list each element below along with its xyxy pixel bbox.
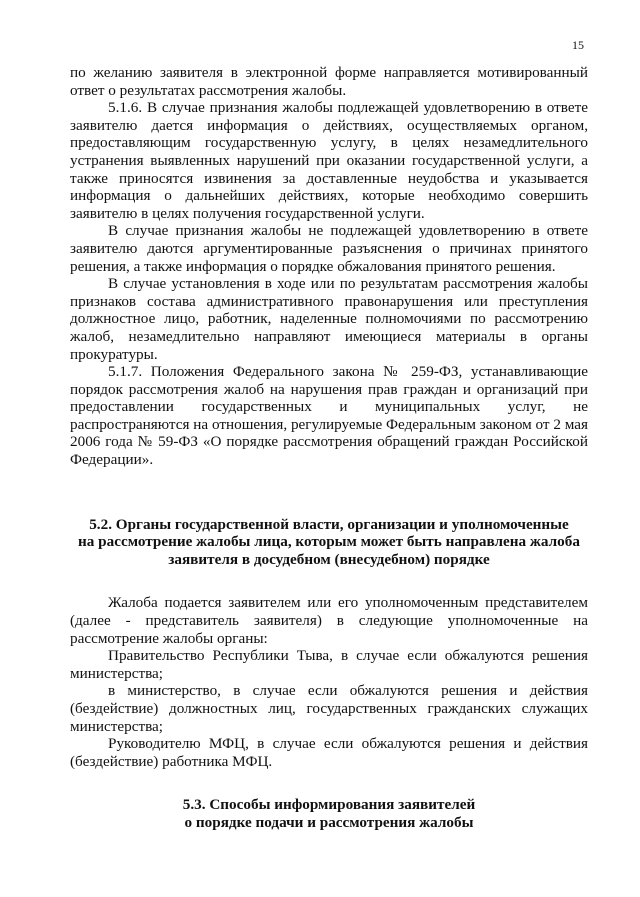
section-5-2-heading-line: на рассмотрение жалобы лица, которым может быть направлена жалоба	[78, 533, 580, 551]
paragraph-government: Правительство Республики Тыва, в случае если обжалуются решения министерства;	[70, 647, 588, 682]
page-number: 15	[572, 38, 584, 52]
section-5-2-heading	[70, 516, 588, 569]
paragraph-complaint-filed: Жалоба подается заявителем или его уполномоченным представителем (далее - представитель заявителя) в следующие уполномоченные на рассмотрение жалобы органы:	[70, 594, 588, 647]
paragraph-5-1-7: 5.1.7. Положения Федерального закона № 259-ФЗ, устанавливающие порядок рассмотрения жалоб на нарушения прав граждан и организаций при предоставлении государственных и муниципальных услуг, не распространяются на отношения, регулируемые Федеральным законом от 2 мая 2006 года № 59-ФЗ «О порядке рассмотрения обращений граждан Российской Федерации».	[70, 363, 588, 469]
paragraph-offence-signs: В случае установления в ходе или по результатам рассмотрения жалобы признаков состава административного правонарушения или преступления должностное лицо, работник, наделенные полномочиями по рассмотрению жалоб, незамедлительно направляют имеющиеся материалы в органы прокуратуры.	[70, 275, 588, 363]
paragraph-continuation: по желанию заявителя в электронной форме направляется мотивированный ответ о результатах рассмотрения жалобы.	[70, 64, 588, 99]
section-5-3-heading-line: 5.3. Способы информирования заявителей	[182, 796, 476, 814]
paragraph-ministry: в министерство, в случае если обжалуются решения и действия (бездействие) должностных лиц, государственных гражданских служащих министерства;	[70, 682, 588, 735]
paragraph-5-1-6: 5.1.6. В случае признания жалобы подлежащей удовлетворению в ответе заявителю дается информация о действиях, осуществляемых органом, предоставляющим государственную услугу, в целях незамедлительного устранения выявленных нарушений при оказании государственной услуги, а также приносятся извинения за доставленные неудобства и указывается информация о дальнейших действиях, которые необходимо совершить заявителю в целях получения государственной услуги.	[70, 99, 588, 222]
paragraph-mfc-head: Руководителю МФЦ, в случае если обжалуются решения и действия (бездействие) работника МФЦ.	[70, 735, 588, 770]
section-5-2-heading-line: 5.2. Органы государственной власти, организации и уполномоченные	[89, 515, 569, 533]
paragraph-not-satisfied: В случае признания жалобы не подлежащей удовлетворению в ответе заявителю даются аргументированные разъяснения о причинах принятого решения, а также информация о порядке обжалования принятого решения.	[70, 222, 588, 275]
section-5-3-heading-line: о порядке подачи и рассмотрения жалобы	[184, 813, 474, 831]
section-5-2-heading-line: заявителя в досудебном (внесудебном) порядке	[168, 550, 490, 568]
document-body	[70, 64, 588, 832]
section-5-3-heading	[70, 796, 588, 831]
